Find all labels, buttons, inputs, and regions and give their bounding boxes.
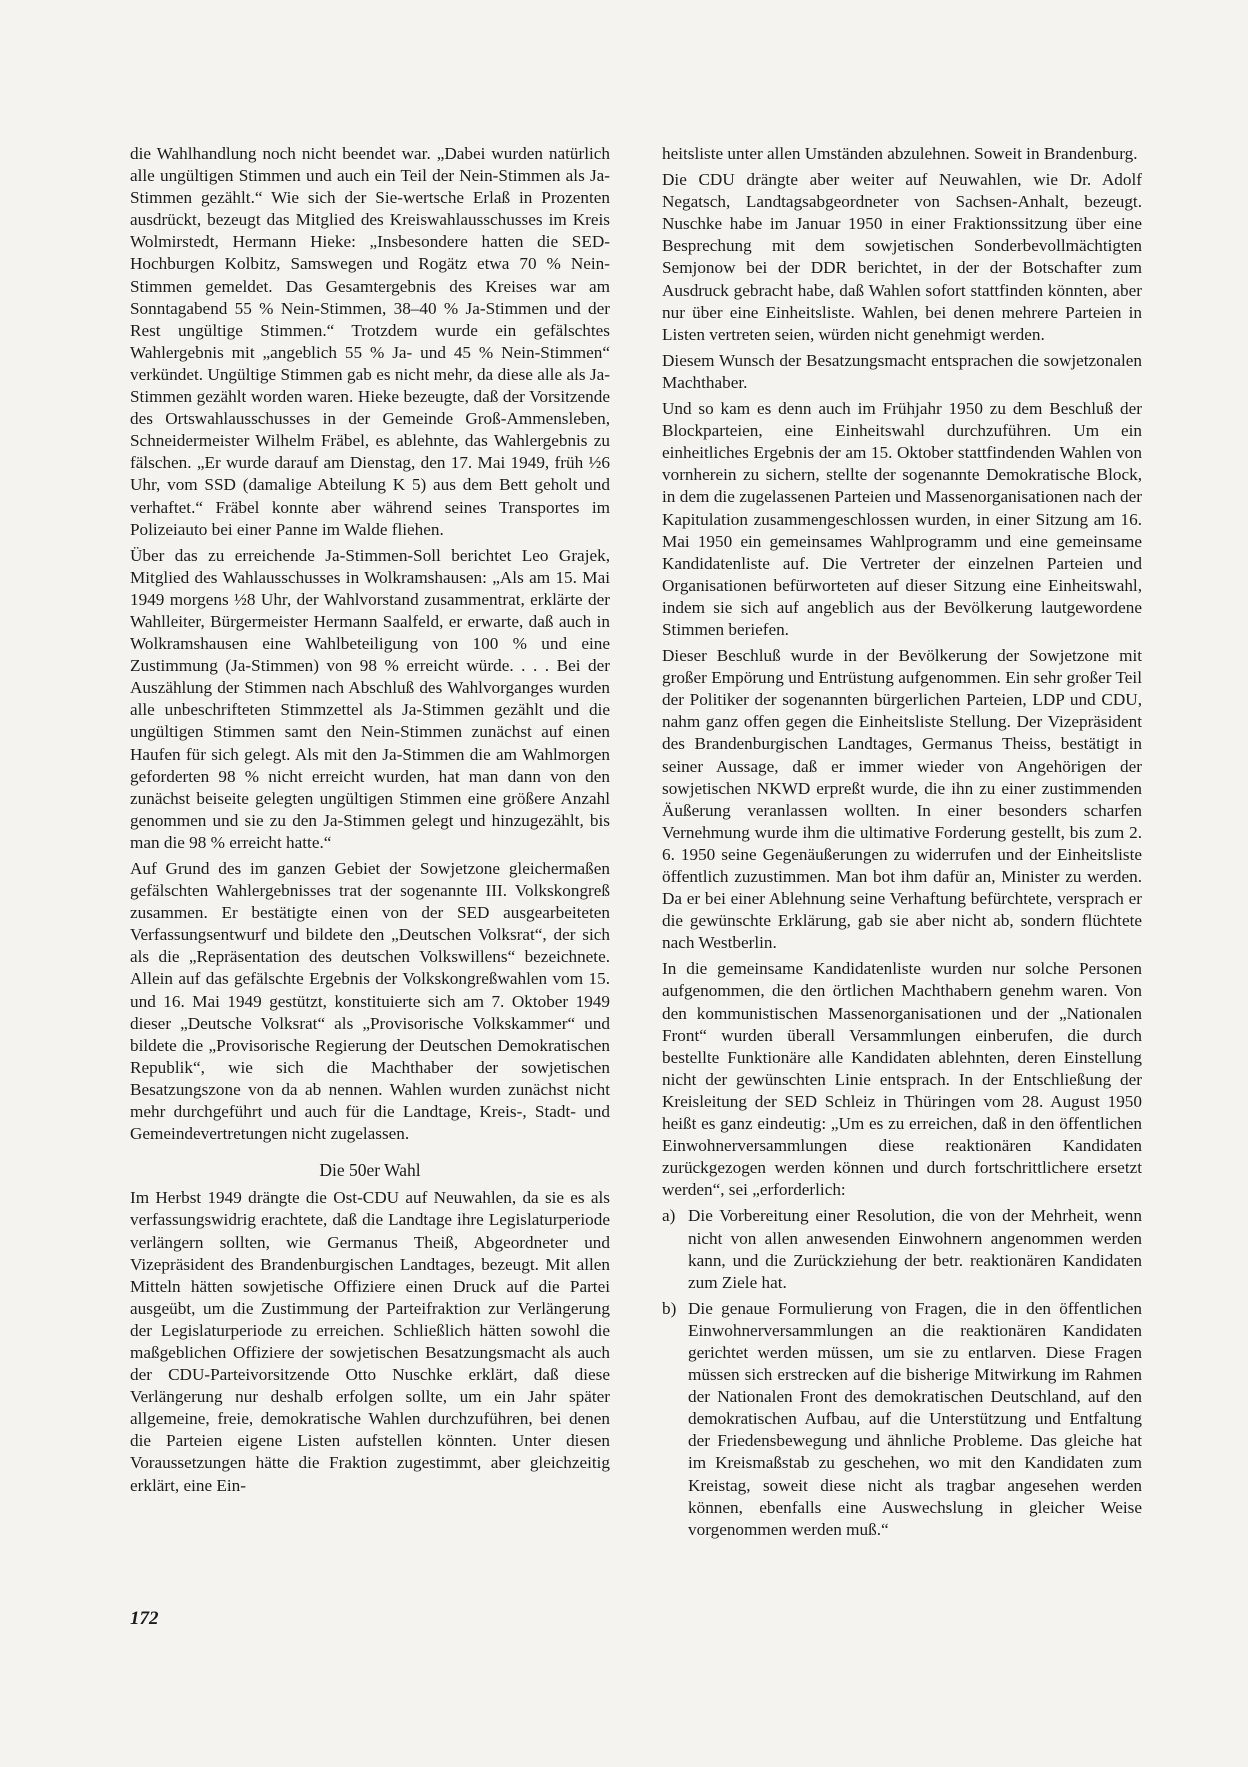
list-item (662, 1205, 1142, 1293)
paragraph: Im Herbst 1949 drängte die Ost-CDU auf Neuwahlen, da sie es als verfassungswidrig erachtete, daß die Landtage ihre Legislaturperiode verlängern sollten, wie Germanus Theiß, Abgeordneter und Vizepräsident des Brandenburgischen Landtages, bezeugt. Mit allen Mitteln hätten sowjetische Offiziere einen Druck auf die Partei ausgeübt, um die Zustimmung der Parteifraktion zur Verlängerung der Legislaturperiode zu erreichen. Schließlich hätten sowohl die maßgeblichen Offiziere der sowjetischen Besatzungsmacht als auch der CDU-Parteivorsitzende Otto Nuschke erklärt, daß diese Verlängerung nur deshalb erfolgen sollte, um ein Jahr später allgemeine, freie, demokratische Wahlen durchzuführen, bei denen die Parteien eigene Listen aufstellen könnten. Unter diesen Voraussetzungen hätte die Fraktion zugestimmt, aber gleichzeitig erklärt, eine Ein- (130, 1188, 610, 1495)
page-number: 172 (130, 1608, 159, 1629)
list-marker: b) (662, 1298, 677, 1318)
paragraph: In die gemeinsame Kandidatenliste wurden nur solche Personen aufgenommen, die den örtlichen Machthabern genehm waren. Von den kommunistischen Massenorganisationen und der „Nationalen Front“ wurden überall Versammlungen einberufen, die durch bestellte Funktionäre alle Kandidaten ablehnten, deren Einstellung nicht der gewünschten Linie entsprach. In der Entschließung der Kreisleitung der SED Schleiz in Thüringen vom 28. August 1950 heißt es ganz eindeutig: „Um es zu erreichen, daß in den öffentlichen Einwohnerversammlungen diese reaktionären Kandidaten zurückgezogen werden können und durch fortschrittlichere ersetzt werden“, sei „erforderlich: (662, 959, 1142, 1200)
enumerated-list (662, 1205, 1142, 1540)
paragraph: Dieser Beschluß wurde in der Bevölkerung der Sowjetzone mit großer Empörung und Entrüstung aufgenommen. Ein sehr großer Teil der Politiker der sogenannten bürgerlichen Parteien, LDP und CDU, nahm ganz offen gegen die Einheitsliste Stellung. Der Vizepräsident des Brandenburgischen Landtages, Germanus Theiss, bestätigt in seiner Aussage, daß er immer wieder von Angehörigen der sowjetischen NKWD erpreßt wurde, die ihn zu einer zustimmenden Äußerung veranlassen wollten. In einer besonders scharfen Vernehmung wurde ihm die ultimative Forderung gestellt, bis zum 2. 6. 1950 seine Gegenäußerungen zu widerrufen und der Einheitsliste öffentlich zuzustimmen. Man bot ihm dafür an, Minister zu werden. Da er bei einer Ablehnung seine Verhaftung befürchtete, versprach er die gewünschte Erklärung, gab sie aber nicht ab, sondern flüchtete nach Westberlin. (662, 646, 1142, 953)
list-marker: a) (662, 1206, 676, 1226)
list-item-text: Die genaue Formulierung von Fragen, die in den öffentlichen Einwohnerversammlungen an die reaktionären Kandidaten gerichtet werden müssen, um sie zu entlarven. Diese Fragen müssen sich erstrecken auf die bisherige Mitwirkung im Rahmen der Nationalen Front des demokratischen Deutschland, auf den demokratischen Aufbau, auf die Unterstützung und Entfaltung der Friedensbewegung und ähnliche Probleme. Das gleiche hat im Kreismaßstab zu geschehen, wo mit den Kandidaten zum Kreistag, soweit diese nicht als tragbar angesehen werden können, ebenfalls eine Auswechslung in gleicher Weise vorgenommen werden muß.“ (688, 1298, 1142, 1539)
paragraph: Die CDU drängte aber weiter auf Neuwahlen, wie Dr. Adolf Negatsch, Landtagsabgeordneter von Sachsen-Anhalt, bezeugt. Nuschke habe im Januar 1950 in einer Fraktionssitzung über eine Besprechung mit dem sowjetischen Sonderbevollmächtigten Semjonow bei der DDR berichtet, in der der Botschafter zum Ausdruck gebracht habe, daß Wahlen sofort stattfinden könnten, aber nur über eine Einheitsliste. Wahlen, bei denen mehrere Parteien in Listen vertreten seien, würden nicht genehmigt werden. (662, 170, 1142, 344)
list-item-text: Die Vorbereitung einer Resolution, die von der Mehrheit, wenn nicht von allen anwesenden Einwohnern angenommen werden kann, und die Zurückziehung der betr. reaktionären Kandidaten zum Ziele hat. (688, 1206, 1142, 1292)
section-heading: Die 50er Wahl (319, 1160, 421, 1181)
paragraph: Und so kam es denn auch im Frühjahr 1950 zu dem Beschluß der Blockparteien, eine Einheitswahl durchzuführen. Um ein einheitliches Ergebnis der am 15. Oktober stattfindenden Wahlen von vornherein zu sichern, stellte der sogenannte Demokratische Block, in dem die zugelassenen Parteien und Massenorganisationen nach der Kapitulation zusammengeschlossen wurden, in einer Sitzung am 16. Mai 1950 ein gemeinsames Wahlprogramm und eine gemeinsame Kandidatenliste auf. Die Vertreter der einzelnen Parteien und Organisationen befürworteten auf dieser Sitzung eine Einheitswahl, indem sie sich auf angeblich aus der Bevölkerung lautgewordene Stimmen beriefen. (662, 399, 1142, 639)
left-column (130, 143, 610, 1501)
paragraph: die Wahlhandlung noch nicht beendet war. „Dabei wurden natürlich alle ungültigen Stimmen und auch ein Teil der Nein-Stimmen als Ja-Stimmen gezählt.“ Wie sich der Sie-wertsche Erlaß in Prozenten ausdrückt, bezeugt das Mitglied des Kreiswahlausschusses im Kreis Wolmirstedt, Hermann Hieke: „Insbesondere hatten die SED-Hochburgen Kolbitz, Samswegen und Rogätz etwa 70 % Nein-Stimmen gemeldet. Das Gesamtergebnis des Kreises war am Sonntagabend 55 % Nein-Stimmen, 38–40 % Ja-Stimmen und der Rest ungültige Stimmen.“ Trotzdem wurde ein gefälschtes Wahlergebnis mit „angeblich 55 % Ja- und 45 % Nein-Stimmen“ verkündet. Ungültige Stimmen gab es nicht mehr, da diese alle als Ja-Stimmen gezählt worden waren. Hieke bezeugte, daß der Vorsitzende des Ortswahlausschusses in der Gemeinde Groß-Ammensleben, Schneidermeister Wilhelm Fräbel, es ablehnte, das Wahlergebnis zu fälschen. „Er wurde darauf am Dienstag, den 17. Mai 1949, früh ½6 Uhr, vom SSD (damalige Abteilung K 5) aus dem Bett geholt und verhaftet.“ Fräbel konnte aber während seines Transportes im Polizeiauto bei einer Panne im Walde fliehen. (130, 144, 610, 539)
paragraph: heitsliste unter allen Umständen abzulehnen. Soweit in Brandenburg. (662, 144, 1138, 163)
list-item (662, 1298, 1142, 1541)
paragraph: Über das zu erreichende Ja-Stimmen-Soll berichtet Leo Grajek, Mitglied des Wahlausschusses in Wolkramshausen: „Als am 15. Mai 1949 morgens ½8 Uhr, der Wahlvorstand zusammentrat, erklärte der Wahlleiter, Bürgermeister Hermann Saalfeld, er erwarte, daß auch in Wolkramshausen eine Wahlbeteiligung von 100 % und eine Zustimmung (Ja-Stimmen) von 98 % erreicht würde. . . . Bei der Auszählung der Stimmen nach Abschluß des Wahlvorganges wurden alle unbeschrifteten Stimmzettel als Ja-Stimmen gezählt und die ungültigen Stimmen samt den Nein-Stimmen zunächst auf einen Haufen für sich gelegt. Als mit den Ja-Stimmen die am Wahlmorgen geforderten 98 % nicht erreicht wurden, hat man dann von den zunächst beiseite gelegten ungültigen Stimmen eine größere Anzahl genommen und sie zu den Ja-Stimmen gelegt und hinzugezählt, bis man die 98 % erreicht hatte.“ (130, 545, 610, 852)
paragraph: Diesem Wunsch der Besatzungsmacht entsprachen die sowjetzonalen Machthaber. (662, 350, 1142, 392)
paragraph: Auf Grund des im ganzen Gebiet der Sowjetzone gleichermaßen gefälschten Wahlergebnisses trat der sogenannte III. Volkskongreß zusammen. Er bestätigte einen von der SED ausgearbeiteten Verfassungsentwurf und bildete den „Deutschen Volksrat“, der sich als die „Repräsentation des deutschen Volkswillens“ bezeichnete. Allein auf das gefälschte Ergebnis der Volkskongreßwahlen vom 15. und 16. Mai 1949 gestützt, konstituierte sich am 7. Oktober 1949 dieser „Deutsche Volksrat“ als „Provisorische Volkskammer“ und bildete die „Provisorische Regierung der Deutschen Demokratischen Republik“, wie sich die Machthaber der sowjetischen Besatzungszone von da ab nennen. Wahlen wurden zunächst nicht mehr durchgeführt und auch für die Landtage, Kreis-, Stadt- und Gemeindevertretungen nicht zugelassen. (130, 859, 610, 1144)
right-column (662, 143, 1142, 1547)
